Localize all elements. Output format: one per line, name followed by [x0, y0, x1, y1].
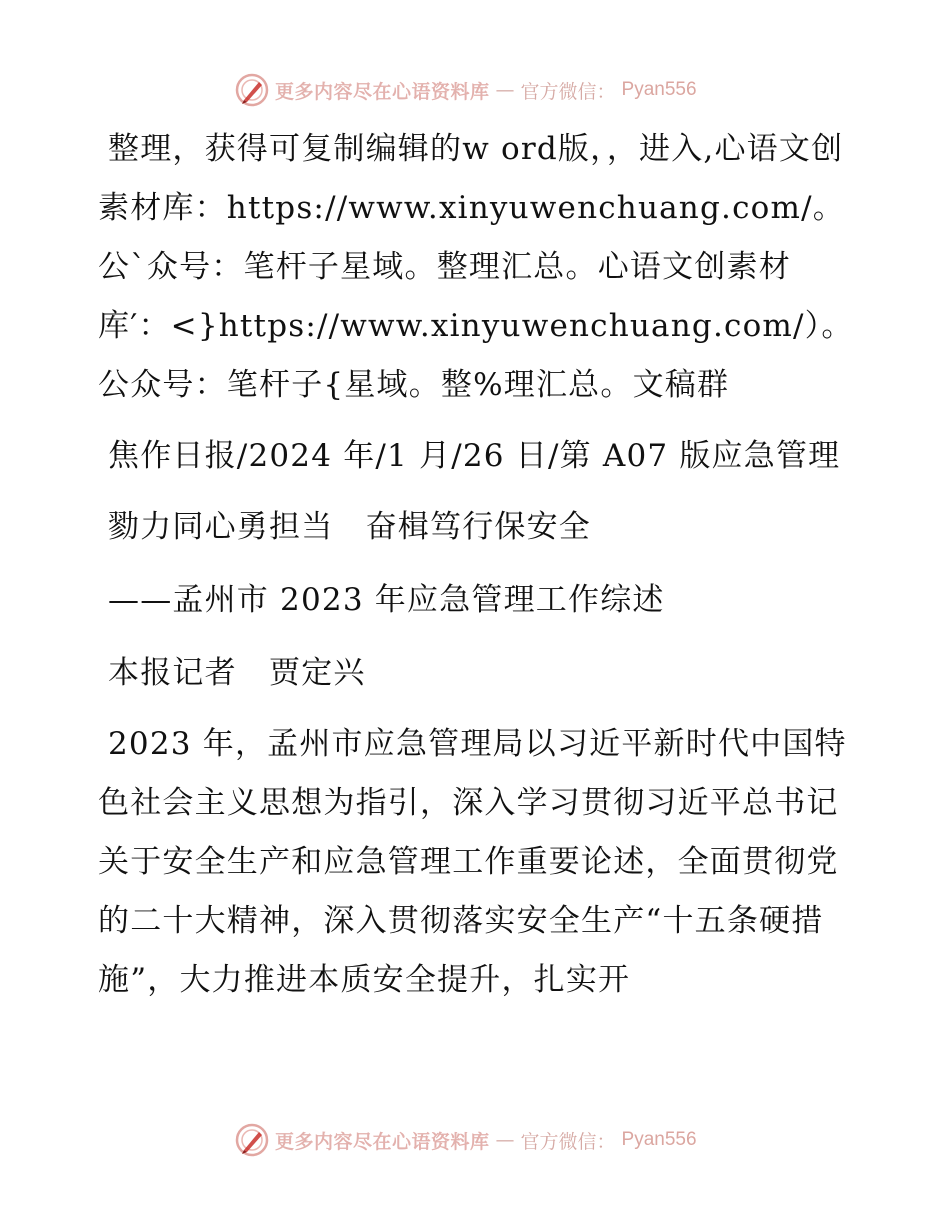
watermark-brand: 更多内容尽在心语资料库 [275, 80, 490, 103]
pen-logo-icon [235, 1123, 269, 1157]
article-body [98, 120, 858, 1010]
source-line: 焦作日报/2024 年/1 月/26 日/第 A07 版应急管理 [108, 438, 841, 474]
intro-paragraph: 整理，获得可复制编辑的w ord版，，进入,心语文创素材库：https://www.xinyuwenchuang.com/。公`众号：笔杆子星域。整理汇总。心语文创素材库′：<}https://www.xinyuwenchuang.com/）。公众号：笔杆子{星域。整%理汇总。文稿群 [98, 131, 854, 403]
watermark-separator: — [495, 1129, 515, 1151]
header-watermark [235, 72, 697, 108]
article-subtitle: ——孟州市 2023 年应急管理工作综述 [108, 582, 665, 618]
watermark-wechat-label: 官方微信： [520, 80, 616, 103]
watermark-brand: 更多内容尽在心语资料库 [275, 1130, 490, 1153]
watermark-wechat-id: Pyan556 [621, 1129, 697, 1150]
article-title: 勠力同心勇担当 奋楫笃行保安全 [108, 509, 591, 545]
byline: 本报记者 贾定兴 [108, 655, 366, 691]
watermark-separator: — [495, 79, 515, 101]
watermark-wechat-id: Pyan556 [621, 79, 697, 100]
footer-watermark [235, 1122, 697, 1158]
pen-logo-icon [235, 73, 269, 107]
watermark-wechat-label: 官方微信： [520, 1130, 616, 1153]
body-paragraph: 2023 年，孟州市应急管理局以习近平新时代中国特色社会主义思想为指引，深入学习贯彻习近平总书记关于安全生产和应急管理工作重要论述，全面贯彻党的二十大精神，深入贯彻落实安全生产“十五条硬措施”，大力推进本质安全提升，扎实开 [98, 726, 847, 998]
